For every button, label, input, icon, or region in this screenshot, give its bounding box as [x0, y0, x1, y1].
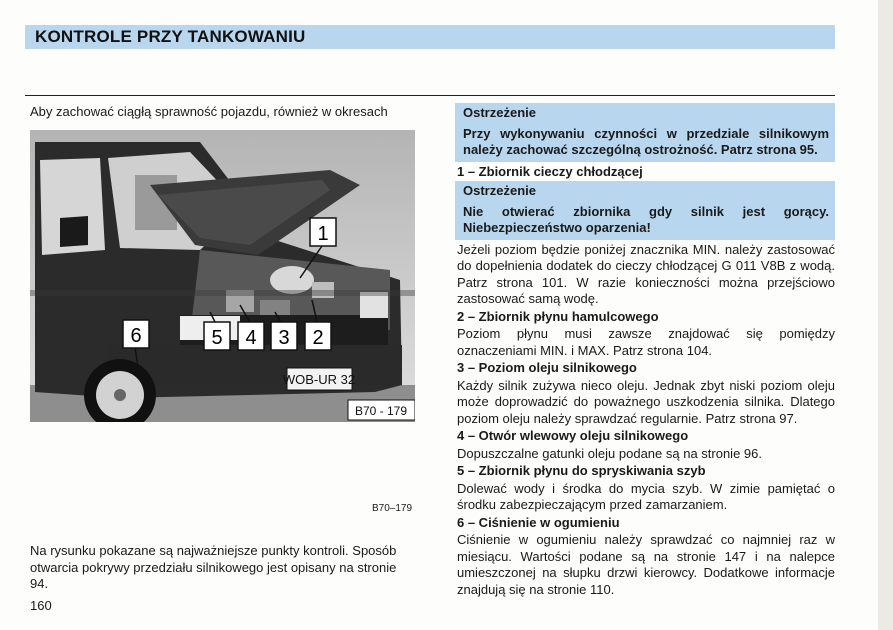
- right-column: [455, 103, 835, 599]
- svg-text:6: 6: [130, 325, 142, 347]
- warning-title: Ostrzeżenie: [463, 105, 536, 120]
- callout-4: [238, 322, 264, 350]
- svg-text:1: 1: [317, 223, 329, 245]
- warning-text: Nie otwierać zbiornika gdy silnik jest gorący. Niebezpieczeństwo oparzenia!: [463, 203, 829, 235]
- callout-5: [204, 322, 230, 350]
- section-heading-2: 2 – Zbiornik płynu hamulcowego: [457, 308, 659, 324]
- warning-text: Przy wykonywaniu czynności w przedziale silnikowym należy zachować szczególną ostrożność. Patrz strona 95.: [463, 125, 829, 157]
- section-text-6: Ciśnienie w ogumieniu należy sprawdzać co najmniej raz w miesiącu. Wartości podane są na stronie 147 i na nalepce umieszczonej na słupku drzwi kierowcy. Dodatkowe informacje znajdują się na stronie 110.: [457, 532, 835, 597]
- svg-text:4: 4: [245, 327, 257, 349]
- page-number: 160: [30, 598, 52, 613]
- section-heading-5: 5 – Zbiornik płynu do spryskiwania szyb: [457, 463, 706, 478]
- license-plate: WOB-UR 32: [282, 372, 356, 387]
- callout-1: [310, 218, 336, 246]
- section-text-4: Dopuszczalne gatunki oleju podane są na stronie 96.: [457, 445, 762, 461]
- engine-bay-photo: [30, 130, 415, 422]
- page-title: KONTROLE PRZY TANKOWANIU: [35, 27, 306, 46]
- callout-2: [305, 322, 331, 350]
- section-text-3: Każdy silnik zużywa nieco oleju. Jednak zbyt niski poziom oleju może doprowadzić do poważnego uszkodzenia silnika. Dlatego poziom oleju należy sprawdzać regularnie. Patrz strona 97.: [457, 377, 835, 426]
- figure-description: Na rysunku pokazane są najważniejsze punkty kontroli. Sposób otwarcia pokrywy przedziału silnikowego jest opisany na stronie 94.: [30, 543, 397, 591]
- section-text-5: Dolewać wody i środka do mycia szyb. W zimie pamiętać o środku zabezpieczającym przed zamarzaniem.: [457, 480, 835, 512]
- warning-title: Ostrzeżenie: [463, 183, 536, 198]
- section-heading-4: 4 – Otwór wlewowy oleju silnikowego: [457, 428, 689, 443]
- svg-text:3: 3: [278, 327, 290, 349]
- page-edge: [878, 0, 893, 630]
- figure-caption-code: B70–179: [372, 503, 413, 514]
- warning-box-1: [455, 103, 835, 162]
- divider: [25, 95, 835, 96]
- svg-text:2: 2: [312, 327, 324, 349]
- callout-3: [271, 322, 297, 350]
- section-text-1: Jeżeli poziom będzie poniżej znacznika MIN. należy zastosować do dopełnienia dodatek do cieczy chłodzącej G 011 V8B z wodą. Patrz strona 101. W razie konieczności można przejściowo zastosować samą wodę.: [457, 241, 835, 306]
- callout-6: [123, 320, 149, 348]
- svg-text:5: 5: [211, 327, 223, 349]
- section-heading-6: 6 – Ciśnienie w ogumieniu: [457, 514, 620, 530]
- image-code: B70 - 179: [354, 404, 408, 418]
- warning-box-2: [455, 181, 835, 240]
- intro-text: Aby zachować ciągłą sprawność pojazdu, również w okresach: [30, 104, 388, 119]
- section-text-2: Poziom płynu musi zawsze znajdować się pomiędzy oznaczeniami MIN. i MAX. Patrz strona 104.: [457, 326, 835, 358]
- section-heading-1: 1 – Zbiornik cieczy chłodzącej: [457, 163, 643, 179]
- section-heading-3: 3 – Poziom oleju silnikowego: [457, 360, 637, 375]
